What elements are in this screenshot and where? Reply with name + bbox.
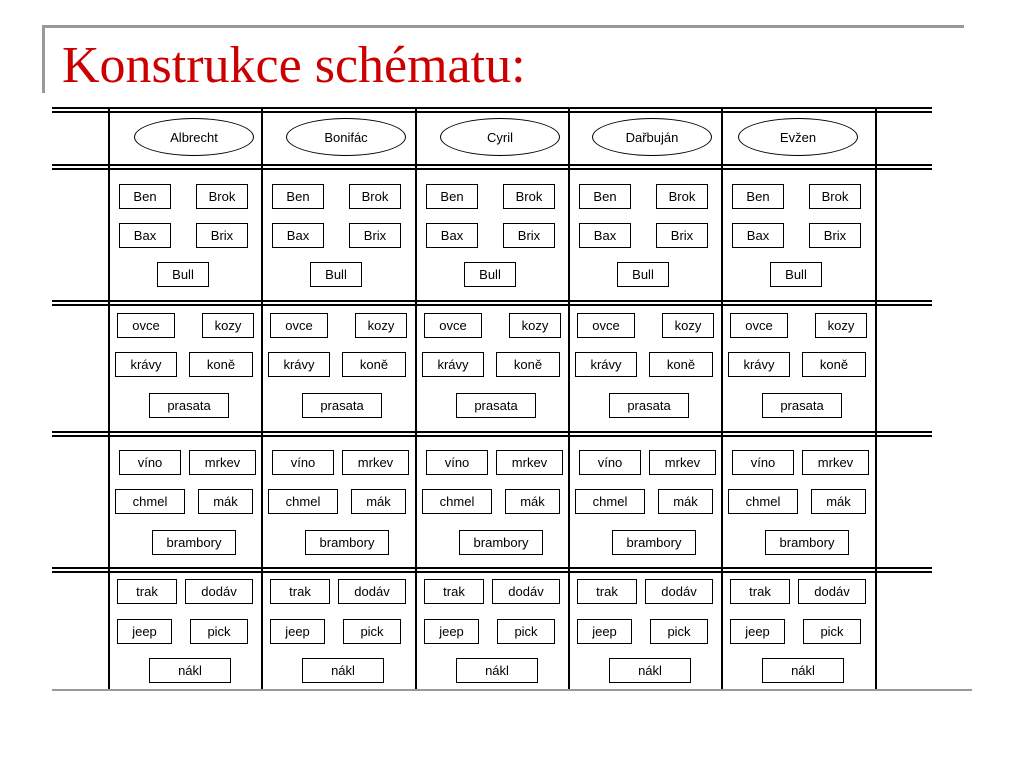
item-box-mák: mák: [198, 489, 253, 514]
item-box-prasata: prasata: [456, 393, 536, 418]
item-box-nákl: nákl: [456, 658, 538, 683]
item-box-kozy: kozy: [509, 313, 561, 338]
title-decoration-horizontal: [42, 25, 964, 28]
item-box-brambory: brambory: [305, 530, 389, 555]
item-box-mrkev: mrkev: [802, 450, 869, 475]
item-box-víno: víno: [426, 450, 488, 475]
item-box-koně: koně: [802, 352, 866, 377]
column-separator: [261, 107, 263, 690]
column-separator: [721, 107, 723, 690]
item-box-mák: mák: [351, 489, 406, 514]
column-header-oval: Cyril: [440, 118, 560, 156]
column-separator: [568, 107, 570, 690]
item-box-jeep: jeep: [577, 619, 632, 644]
item-box-víno: víno: [579, 450, 641, 475]
row-separator: [52, 571, 932, 573]
item-box-ovce: ovce: [424, 313, 482, 338]
row-separator: [52, 107, 932, 109]
item-box-pick: pick: [803, 619, 861, 644]
item-box-kozy: kozy: [815, 313, 867, 338]
title-decoration-vertical: [42, 25, 45, 93]
item-box-ovce: ovce: [117, 313, 175, 338]
item-box-bull: Bull: [157, 262, 209, 287]
item-box-prasata: prasata: [609, 393, 689, 418]
column-header-oval: Evžen: [738, 118, 858, 156]
item-box-brambory: brambory: [612, 530, 696, 555]
item-box-brok: Brok: [656, 184, 708, 209]
item-box-brok: Brok: [503, 184, 555, 209]
item-box-prasata: prasata: [149, 393, 229, 418]
row-separator: [52, 168, 932, 170]
item-box-ovce: ovce: [730, 313, 788, 338]
item-box-dodáv: dodáv: [492, 579, 560, 604]
item-box-brok: Brok: [349, 184, 401, 209]
item-box-chmel: chmel: [115, 489, 185, 514]
row-separator: [52, 567, 932, 569]
item-box-chmel: chmel: [422, 489, 492, 514]
item-box-ben: Ben: [272, 184, 324, 209]
column-header-oval: Albrecht: [134, 118, 254, 156]
item-box-koně: koně: [649, 352, 713, 377]
item-box-jeep: jeep: [270, 619, 325, 644]
item-box-brix: Brix: [196, 223, 248, 248]
item-box-nákl: nákl: [149, 658, 231, 683]
row-separator: [52, 435, 932, 437]
item-box-nákl: nákl: [762, 658, 844, 683]
item-box-brix: Brix: [503, 223, 555, 248]
item-box-pick: pick: [190, 619, 248, 644]
item-box-nákl: nákl: [609, 658, 691, 683]
item-box-brambory: brambory: [152, 530, 236, 555]
item-box-dodáv: dodáv: [338, 579, 406, 604]
item-box-ben: Ben: [579, 184, 631, 209]
item-box-brix: Brix: [656, 223, 708, 248]
item-box-mrkev: mrkev: [649, 450, 716, 475]
row-separator: [52, 431, 932, 433]
item-box-ben: Ben: [732, 184, 784, 209]
item-box-trak: trak: [270, 579, 330, 604]
column-separator: [415, 107, 417, 690]
item-box-ben: Ben: [119, 184, 171, 209]
item-box-ovce: ovce: [270, 313, 328, 338]
item-box-prasata: prasata: [762, 393, 842, 418]
column-separator: [108, 107, 110, 690]
column-header-oval: Bonifác: [286, 118, 406, 156]
page-title: Konstrukce schématu:: [62, 37, 526, 94]
item-box-chmel: chmel: [575, 489, 645, 514]
item-box-bax: Bax: [579, 223, 631, 248]
item-box-krávy: krávy: [115, 352, 177, 377]
column-separator: [875, 107, 877, 690]
item-box-pick: pick: [343, 619, 401, 644]
item-box-jeep: jeep: [117, 619, 172, 644]
item-box-víno: víno: [119, 450, 181, 475]
item-box-bull: Bull: [464, 262, 516, 287]
item-box-víno: víno: [272, 450, 334, 475]
item-box-bax: Bax: [426, 223, 478, 248]
item-box-krávy: krávy: [575, 352, 637, 377]
item-box-krávy: krávy: [422, 352, 484, 377]
item-box-mrkev: mrkev: [496, 450, 563, 475]
item-box-brix: Brix: [349, 223, 401, 248]
row-separator: [52, 164, 932, 166]
item-box-dodáv: dodáv: [645, 579, 713, 604]
row-separator: [52, 111, 932, 113]
item-box-brambory: brambory: [459, 530, 543, 555]
item-box-brix: Brix: [809, 223, 861, 248]
item-box-mák: mák: [505, 489, 560, 514]
item-box-ovce: ovce: [577, 313, 635, 338]
item-box-trak: trak: [117, 579, 177, 604]
item-box-bax: Bax: [732, 223, 784, 248]
item-box-jeep: jeep: [424, 619, 479, 644]
item-box-koně: koně: [342, 352, 406, 377]
item-box-mrkev: mrkev: [189, 450, 256, 475]
item-box-bax: Bax: [119, 223, 171, 248]
item-box-dodáv: dodáv: [185, 579, 253, 604]
item-box-bax: Bax: [272, 223, 324, 248]
item-box-kozy: kozy: [355, 313, 407, 338]
table-bottom-border: [52, 689, 972, 691]
item-box-dodáv: dodáv: [798, 579, 866, 604]
item-box-víno: víno: [732, 450, 794, 475]
item-box-mák: mák: [658, 489, 713, 514]
item-box-brok: Brok: [809, 184, 861, 209]
item-box-brok: Brok: [196, 184, 248, 209]
item-box-prasata: prasata: [302, 393, 382, 418]
item-box-bull: Bull: [617, 262, 669, 287]
item-box-trak: trak: [577, 579, 637, 604]
item-box-trak: trak: [730, 579, 790, 604]
item-box-bull: Bull: [770, 262, 822, 287]
row-separator: [52, 300, 932, 302]
item-box-jeep: jeep: [730, 619, 785, 644]
item-box-kozy: kozy: [662, 313, 714, 338]
row-separator: [52, 304, 932, 306]
item-box-kozy: kozy: [202, 313, 254, 338]
item-box-koně: koně: [189, 352, 253, 377]
item-box-pick: pick: [650, 619, 708, 644]
item-box-krávy: krávy: [268, 352, 330, 377]
item-box-bull: Bull: [310, 262, 362, 287]
column-header-oval: Dařbuján: [592, 118, 712, 156]
item-box-ben: Ben: [426, 184, 478, 209]
item-box-trak: trak: [424, 579, 484, 604]
item-box-krávy: krávy: [728, 352, 790, 377]
item-box-chmel: chmel: [728, 489, 798, 514]
item-box-mrkev: mrkev: [342, 450, 409, 475]
item-box-brambory: brambory: [765, 530, 849, 555]
item-box-mák: mák: [811, 489, 866, 514]
item-box-pick: pick: [497, 619, 555, 644]
item-box-nákl: nákl: [302, 658, 384, 683]
item-box-chmel: chmel: [268, 489, 338, 514]
item-box-koně: koně: [496, 352, 560, 377]
